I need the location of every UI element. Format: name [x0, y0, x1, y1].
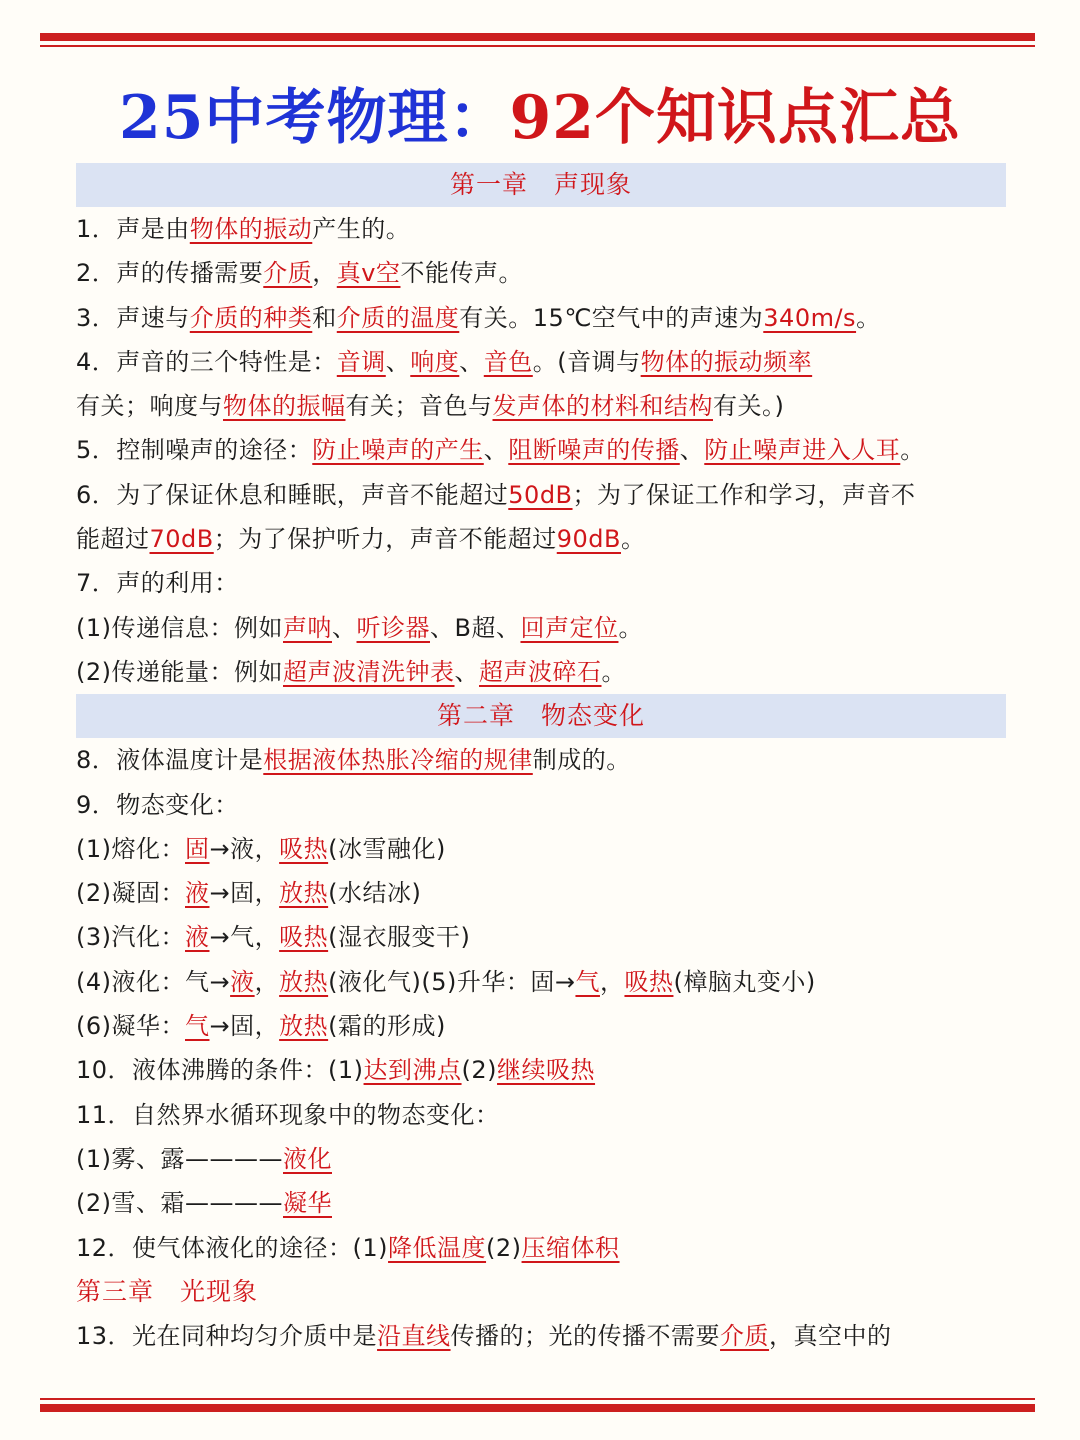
knowledge-line [76, 251, 1006, 295]
bottom-border [40, 1398, 1035, 1412]
line-text: 2．声的传播需要 [76, 259, 264, 288]
knowledge-line [76, 827, 1006, 871]
knowledge-line [76, 738, 1006, 782]
line-text: 有关。) [713, 392, 785, 421]
line-text: (1)传递信息：例如 [76, 613, 283, 642]
knowledge-line [76, 517, 1006, 561]
knowledge-line [76, 1048, 1006, 1092]
key-term: 液 [230, 967, 255, 996]
key-term: 介质 [263, 259, 313, 288]
line-text: 。 [900, 436, 925, 465]
line-text: (3)汽化： [76, 923, 185, 952]
line-text: 传播的；光的传播不需要 [450, 1321, 721, 1350]
line-text: 、 [679, 436, 705, 465]
key-term: 介质 [720, 1321, 770, 1350]
key-term: 超声波碎石 [479, 657, 602, 686]
line-text: 8．液体温度计是 [76, 746, 264, 775]
knowledge-line [76, 340, 1006, 384]
line-text: (6)凝华： [76, 1012, 185, 1041]
key-term: 固 [185, 834, 210, 863]
bottom-border-thin-line [40, 1398, 1035, 1400]
key-term: 放热 [279, 967, 329, 996]
key-term: 介质的种类 [189, 303, 313, 332]
key-term: 介质的温度 [336, 303, 460, 332]
line-text: 。 [856, 303, 881, 332]
line-text: 。 [601, 657, 626, 686]
key-term: 吸热 [279, 834, 329, 863]
line-text: →固， [209, 879, 280, 908]
key-term: 液化 [283, 1144, 332, 1173]
key-term: 真v空 [336, 259, 401, 288]
line-text: (冰雪融化) [328, 834, 446, 863]
line-text: (2)雪、霜———— [76, 1189, 283, 1218]
knowledge-line [76, 561, 1006, 605]
key-term: 继续吸热 [497, 1056, 596, 1085]
key-term: 防止噪声进入人耳 [704, 436, 901, 465]
key-term: 响度 [410, 347, 460, 376]
key-term: 70dB [149, 525, 214, 554]
line-text: ；为了保证工作和学习，声音不 [572, 480, 916, 509]
line-text: 、 [454, 657, 479, 686]
key-term: 音色 [483, 347, 533, 376]
chapter-heading: 第二章 物态变化 [76, 694, 1006, 738]
line-text: 11．自然界水循环现象中的物态变化： [76, 1100, 500, 1129]
line-text: 能超过 [76, 525, 150, 554]
key-term: 音调 [336, 347, 386, 376]
title-blue-part: 25中考物理： [119, 83, 510, 153]
line-text: (2)凝固： [76, 879, 185, 908]
line-text: 、B超、 [430, 613, 521, 642]
line-text: 和 [312, 303, 337, 332]
knowledge-line [76, 473, 1006, 517]
chapter-heading: 第一章 声现象 [76, 163, 1006, 207]
line-text: 。 [618, 613, 643, 642]
key-term: 气 [575, 967, 600, 996]
knowledge-line [76, 1181, 1006, 1225]
knowledge-list [76, 163, 1006, 1358]
line-text: 。 [621, 525, 646, 554]
key-term: 放热 [279, 879, 329, 908]
top-border-thick-line [40, 33, 1035, 41]
line-text: 有关。15℃空气中的声速为 [459, 303, 764, 332]
line-text: (2)传递能量：例如 [76, 657, 283, 686]
line-text: 12．使气体液化的途径：(1) [76, 1233, 389, 1262]
line-text: 3．声速与 [76, 303, 190, 332]
line-text: ，真空中的 [769, 1321, 892, 1350]
line-text: 制成的。 [532, 746, 631, 775]
line-text: →气， [209, 923, 280, 952]
top-border [40, 33, 1035, 47]
line-text: 、 [483, 436, 509, 465]
line-text: (2) [486, 1233, 522, 1262]
line-text: 9．物态变化： [76, 790, 239, 819]
line-text: (4)液化：气→ [76, 967, 231, 996]
key-term: 发声体的材料和结构 [492, 392, 713, 421]
key-term: 液 [185, 879, 210, 908]
knowledge-line [76, 428, 1006, 472]
knowledge-line [76, 1137, 1006, 1181]
key-term: 压缩体积 [521, 1233, 620, 1262]
line-text: (水结冰) [328, 879, 422, 908]
knowledge-line [76, 915, 1006, 959]
bottom-border-thick-line [40, 1404, 1035, 1412]
key-term: 吸热 [279, 923, 329, 952]
key-term: 340m/s [763, 303, 857, 332]
key-term: 阻断噪声的传播 [508, 436, 680, 465]
knowledge-line [76, 783, 1006, 827]
key-term: 防止噪声的产生 [312, 436, 484, 465]
line-text: 不能传声。 [400, 259, 523, 288]
knowledge-line [76, 960, 1006, 1004]
page-title [0, 76, 1080, 160]
key-term: 回声定位 [520, 613, 619, 642]
line-text: 有关；响度与 [76, 392, 223, 421]
key-term: 90dB [556, 525, 621, 554]
key-term: 吸热 [624, 967, 674, 996]
knowledge-line [76, 296, 1006, 340]
line-text: 6．为了保证休息和睡眠，声音不能超过 [76, 480, 509, 509]
key-term: 50dB [508, 480, 573, 509]
key-term: 达到沸点 [363, 1056, 462, 1085]
knowledge-line [76, 1226, 1006, 1270]
knowledge-line [76, 606, 1006, 650]
line-text: 、 [385, 347, 411, 376]
line-text: 产生的。 [312, 215, 411, 243]
line-text: 13．光在同种均匀介质中是 [76, 1321, 378, 1350]
key-term: 放热 [279, 1012, 329, 1041]
top-border-thin-line [40, 45, 1035, 47]
line-text: ， [254, 967, 280, 996]
line-text: 1．声是由 [76, 215, 190, 243]
line-text: 7．声的利用： [76, 569, 239, 598]
line-text: 5．控制噪声的途径： [76, 436, 313, 465]
line-text: (霜的形成) [328, 1012, 446, 1041]
line-text: (2) [461, 1056, 498, 1085]
line-text: ， [599, 967, 625, 996]
chapter-heading: 第三章 光现象 [76, 1276, 259, 1306]
line-text: ， [312, 259, 337, 288]
line-text: 、 [332, 613, 357, 642]
line-text: (樟脑丸变小) [673, 967, 816, 996]
key-term: 降低温度 [388, 1233, 487, 1262]
line-text: 10．液体沸腾的条件：(1) [76, 1056, 364, 1085]
line-text: →固， [209, 1012, 280, 1041]
line-text: →液， [209, 834, 280, 863]
knowledge-line [76, 1004, 1006, 1048]
knowledge-line [76, 650, 1006, 694]
knowledge-line [76, 871, 1006, 915]
key-term: 物体的振动 [189, 215, 313, 243]
key-term: 气 [185, 1012, 210, 1041]
key-term: 根据液体热胀冷缩的规律 [263, 746, 533, 775]
line-text: (1)熔化： [76, 834, 185, 863]
line-text: 。(音调与 [532, 347, 641, 376]
line-text: 有关；音色与 [345, 392, 493, 421]
key-term: 凝华 [283, 1189, 332, 1218]
key-term: 沿直线 [377, 1321, 451, 1350]
line-text: 、 [459, 347, 484, 376]
key-term: 物体的振动频率 [640, 347, 813, 376]
key-term: 物体的振幅 [223, 392, 346, 421]
knowledge-line [76, 1093, 1006, 1137]
line-text: 4．声音的三个特性是： [76, 347, 337, 376]
line-text: ；为了保护听力，声音不能超过 [213, 525, 557, 554]
line-text: (湿衣服变干) [328, 923, 471, 952]
knowledge-line [76, 384, 1006, 428]
knowledge-line [76, 207, 1006, 251]
knowledge-line [76, 1314, 1006, 1358]
line-text: (液化气)(5)升华：固→ [328, 967, 576, 996]
line-text: (1)雾、露———— [76, 1144, 283, 1173]
title-red-part: 92个知识点汇总 [509, 83, 961, 153]
key-term: 液 [185, 923, 210, 952]
key-term: 声呐 [283, 613, 332, 642]
key-term: 听诊器 [356, 613, 430, 642]
key-term: 超声波清洗钟表 [283, 657, 455, 686]
